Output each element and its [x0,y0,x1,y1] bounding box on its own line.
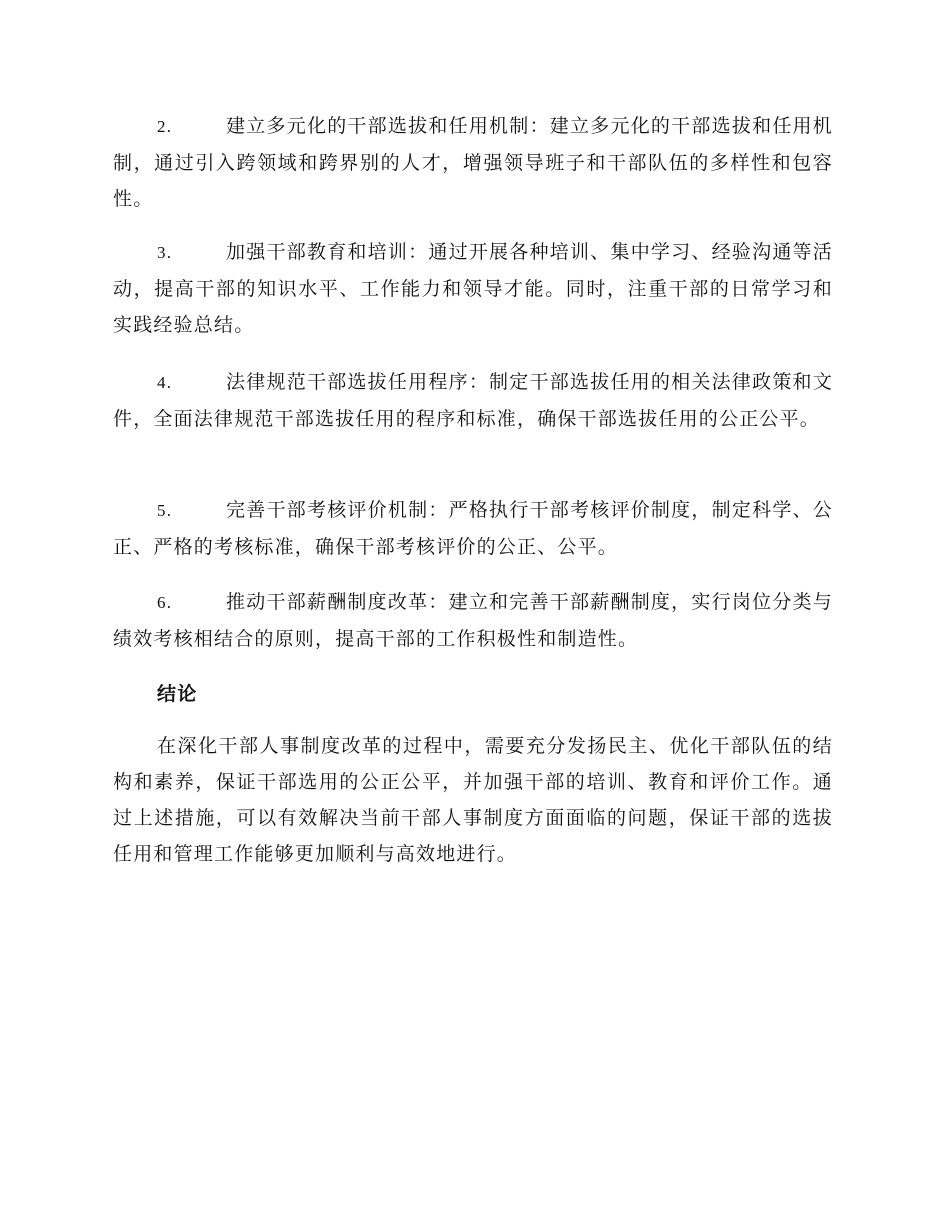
list-item-4 [113,364,833,437]
list-item-number: 4. [157,373,173,392]
list-item-5 [113,492,833,565]
list-item-text: 完善干部考核评价机制：严格执行干部考核评价制度，制定科学、公正、严格的考核标准，确保干部考核评价的公正、公平。 [113,499,833,558]
list-item-number: 6. [157,593,173,612]
list-item-2 [113,108,833,217]
conclusion-paragraph: 在深化干部人事制度改革的过程中，需要充分发扬民主、优化干部队伍的结构和素养，保证干部选用的公正公平，并加强干部的培训、教育和评价工作。通过上述措施，可以有效解决当前干部人事制度方面面临的问题，保证干部的选拔任用和管理工作能够更加顺利与高效地进行。 [113,735,833,865]
list-item-text: 加强干部教育和培训：通过开展各种培训、集中学习、经验沟通等活动，提高干部的知识水平、工作能力和领导才能。同时，注重干部的日常学习和实践经验总结。 [113,241,833,336]
list-item-6 [113,584,833,657]
list-item-number: 5. [157,501,173,520]
list-item-text: 推动干部薪酬制度改革：建立和完善干部薪酬制度，实行岗位分类与绩效考核相结合的原则，提高干部的工作积极性和制造性。 [113,591,833,650]
list-item-text: 法律规范干部选拔任用程序：制定干部选拔任用的相关法律政策和文件，全面法律规范干部选拔任用的程序和标准，确保干部选拔任用的公正公平。 [113,371,833,430]
list-item-number: 3. [157,243,173,262]
list-item-3 [113,234,833,343]
conclusion-heading: 结论 [157,683,198,705]
list-item-number: 2. [157,117,173,136]
list-item-text: 建立多元化的干部选拔和任用机制：建立多元化的干部选拔和任用机制，通过引入跨领域和跨界别的人才，增强领导班子和干部队伍的多样性和包容性。 [113,115,833,210]
